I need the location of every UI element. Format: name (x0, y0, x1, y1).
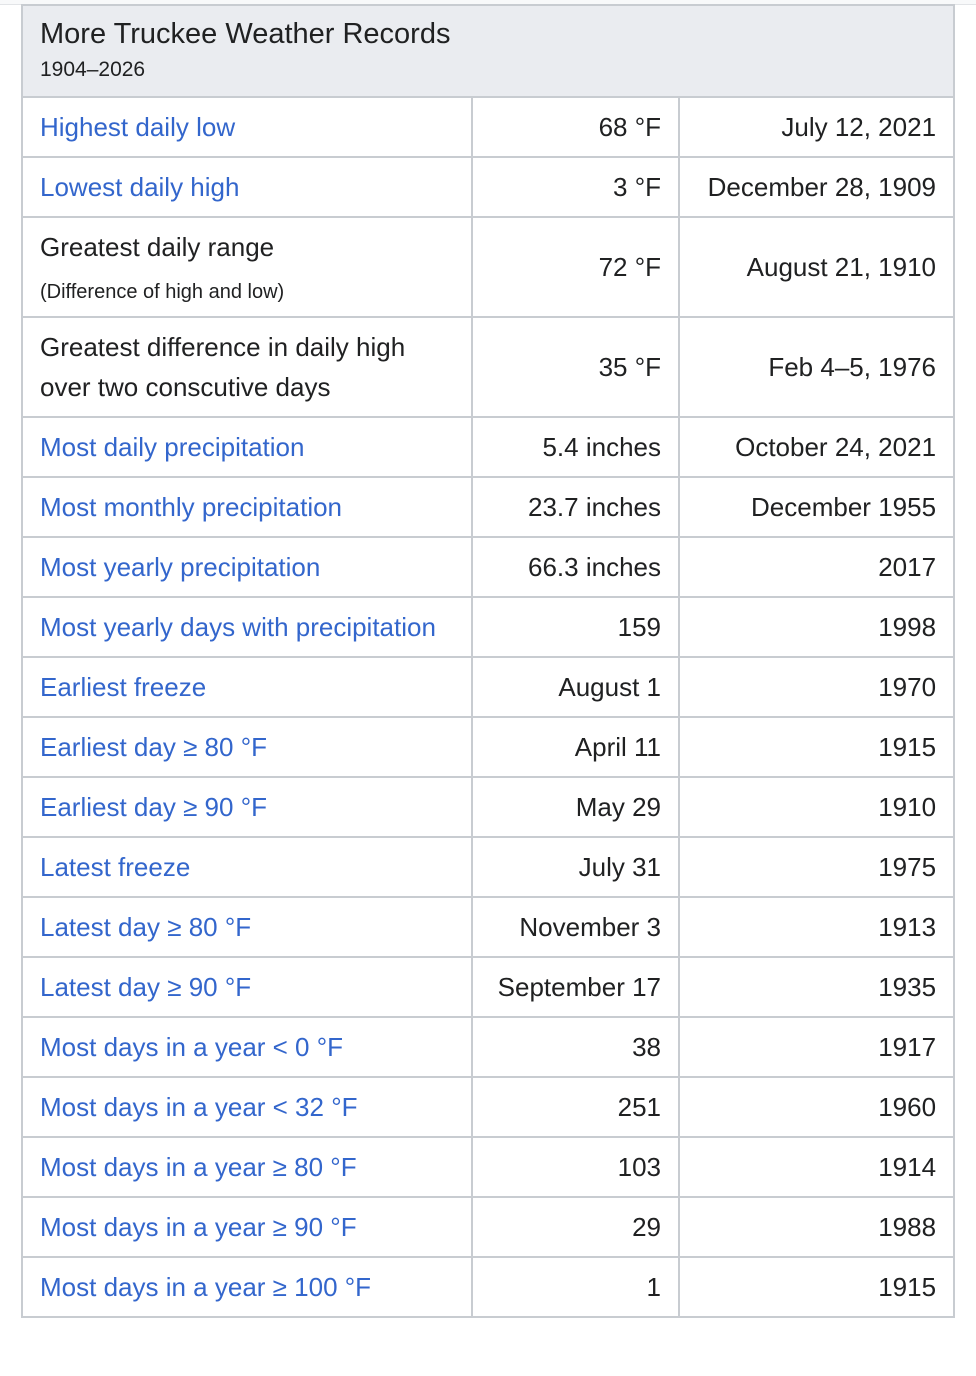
record-date: 1913 (679, 897, 954, 957)
record-label-cell (22, 1077, 472, 1137)
table-row (22, 417, 954, 477)
record-date: 1914 (679, 1137, 954, 1197)
record-value: 35 °F (472, 317, 679, 417)
record-date: 1975 (679, 837, 954, 897)
record-value: 66.3 inches (472, 537, 679, 597)
record-link[interactable]: Earliest freeze (40, 671, 207, 702)
record-label-cell (22, 1137, 472, 1197)
record-value: 3 °F (472, 157, 679, 217)
record-label-cell (22, 157, 472, 217)
record-label: Greatest daily range (40, 232, 275, 262)
record-value: April 11 (472, 717, 679, 777)
record-link[interactable]: Earliest day ≥ 80 °F (40, 731, 267, 762)
table-row (22, 1257, 954, 1317)
record-value: July 31 (472, 837, 679, 897)
record-link[interactable]: Most days in a year ≥ 90 °F (40, 1211, 357, 1242)
record-label-cell (22, 717, 472, 777)
record-label-cell (22, 1257, 472, 1317)
record-value: 23.7 inches (472, 477, 679, 537)
table-row (22, 657, 954, 717)
table-row (22, 717, 954, 777)
record-label-cell (22, 417, 472, 477)
record-link[interactable]: Most days in a year ≥ 80 °F (40, 1151, 357, 1182)
record-link[interactable]: Highest daily low (40, 111, 236, 142)
record-label-cell (22, 657, 472, 717)
record-label-cell (22, 317, 472, 417)
record-label-cell (22, 217, 472, 317)
table-row (22, 537, 954, 597)
table-row (22, 777, 954, 837)
record-value: 251 (472, 1077, 679, 1137)
record-value: May 29 (472, 777, 679, 837)
record-date: October 24, 2021 (679, 417, 954, 477)
table-row (22, 317, 954, 417)
record-label-cell (22, 597, 472, 657)
record-value: 72 °F (472, 217, 679, 317)
table-row (22, 1017, 954, 1077)
records-body (22, 97, 954, 1317)
weather-records-table (21, 4, 955, 1318)
record-link[interactable]: Latest freeze (40, 851, 191, 882)
record-date: December 28, 1909 (679, 157, 954, 217)
table-title: More Truckee Weather Records (40, 18, 451, 50)
record-link[interactable]: Most days in a year < 32 °F (40, 1091, 358, 1122)
record-value: September 17 (472, 957, 679, 1017)
record-link[interactable]: Most yearly precipitation (40, 551, 321, 582)
record-label-cell (22, 777, 472, 837)
record-link[interactable]: Most daily precipitation (40, 431, 305, 462)
record-date: Feb 4–5, 1976 (679, 317, 954, 417)
record-value: 159 (472, 597, 679, 657)
table-row (22, 597, 954, 657)
table-row (22, 157, 954, 217)
record-date: 1910 (679, 777, 954, 837)
record-label-cell (22, 97, 472, 157)
record-date: 1915 (679, 1257, 954, 1317)
record-date: 1915 (679, 717, 954, 777)
table-row (22, 957, 954, 1017)
record-date: 1988 (679, 1197, 954, 1257)
record-date: 1998 (679, 597, 954, 657)
record-date: December 1955 (679, 477, 954, 537)
record-label-cell (22, 1197, 472, 1257)
table-row (22, 897, 954, 957)
record-link[interactable]: Most days in a year < 0 °F (40, 1031, 344, 1062)
table-row (22, 477, 954, 537)
record-date: July 12, 2021 (679, 97, 954, 157)
record-value: August 1 (472, 657, 679, 717)
record-value: 29 (472, 1197, 679, 1257)
record-value: 68 °F (472, 97, 679, 157)
record-note: (Difference of high and low) (40, 281, 285, 303)
record-value: 1 (472, 1257, 679, 1317)
record-link[interactable]: Latest day ≥ 90 °F (40, 971, 252, 1002)
table-row (22, 217, 954, 317)
record-date: 1970 (679, 657, 954, 717)
record-value: 103 (472, 1137, 679, 1197)
record-value: 5.4 inches (472, 417, 679, 477)
table-row (22, 97, 954, 157)
record-date: 1960 (679, 1077, 954, 1137)
record-link[interactable]: Most yearly days with precipitation (40, 611, 436, 642)
record-date: August 21, 1910 (679, 217, 954, 317)
record-link[interactable]: Most monthly precipitation (40, 491, 343, 522)
record-date: 2017 (679, 537, 954, 597)
table-caption (22, 5, 954, 97)
record-label-cell (22, 957, 472, 1017)
record-label-cell (22, 477, 472, 537)
table-row (22, 1197, 954, 1257)
record-link[interactable]: Most days in a year ≥ 100 °F (40, 1271, 372, 1302)
table-row (22, 1137, 954, 1197)
record-date: 1917 (679, 1017, 954, 1077)
table-row (22, 1077, 954, 1137)
record-value: 38 (472, 1017, 679, 1077)
table-subtitle: 1904–2026 (40, 58, 146, 81)
record-link[interactable]: Latest day ≥ 80 °F (40, 911, 252, 942)
record-value: November 3 (472, 897, 679, 957)
record-label-cell (22, 897, 472, 957)
table-row (22, 837, 954, 897)
record-label: Greatest difference in daily high over two conscutive days (40, 332, 406, 402)
record-label-cell (22, 537, 472, 597)
record-link[interactable]: Lowest daily high (40, 171, 240, 202)
record-label-cell (22, 1017, 472, 1077)
record-link[interactable]: Earliest day ≥ 90 °F (40, 791, 267, 822)
record-date: 1935 (679, 957, 954, 1017)
record-label-cell (22, 837, 472, 897)
